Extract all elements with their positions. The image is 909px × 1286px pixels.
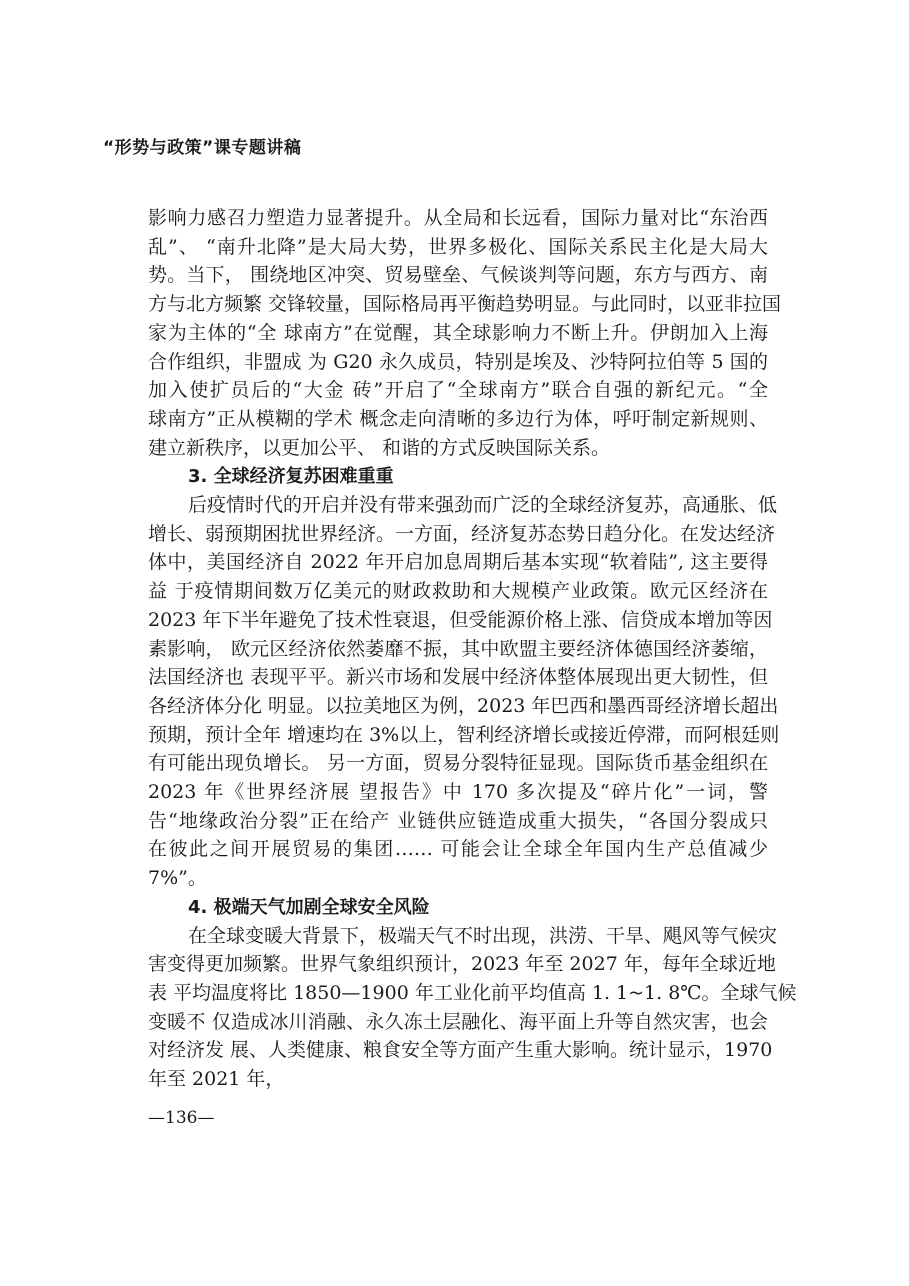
text-line: 2023 年《世界经济展 望报告》中 170 多次提及“碎片化”一词，警 [148, 781, 768, 803]
text-line: 建立新秩序，以更加公平、 和谐的方式反映国际关系。 [148, 436, 611, 459]
page-number: —136— [148, 1108, 215, 1128]
text-line: 素影响， 欧元区经济依然萎靡不振，其中欧盟主要经济体德国经济萎缩， [148, 637, 768, 660]
text-line: 有可能出现负增长。 另一方面，贸易分裂特征显现。国际货币基金组织在 [148, 752, 768, 775]
text-line: 变暖不 仅造成冰川消融、永久冻土层融化、海平面上升等自然灾害，也会 [148, 1010, 768, 1033]
section-heading: 4. 极端天气加剧全球安全风险 [188, 896, 430, 918]
text-line: 影响力感召力塑造力显著提升。从全局和长远看，国际力量对比“东治西 [148, 207, 768, 229]
text-line: 方与北方频繁 交锋较量，国际格局再平衡趋势明显。与此同时，以亚非拉国 [148, 293, 782, 316]
running-header: “形势与政策”课专题讲稿 [103, 138, 302, 158]
text-line: 体中，美国经济自 2022 年开启加息周期后基本实现“软着陆”, 这主要得 [148, 551, 768, 574]
text-line: 告“地缘政治分裂”正在给产 业链供应链造成重大损失，“各国分裂成只 [148, 809, 768, 832]
text-line: 增长、弱预期困扰世界经济。一方面，经济复苏态势日趋分化。在发达经济 [148, 522, 776, 545]
text-line: 7%”。 [148, 867, 207, 890]
text-line: 预期，预计全年 增速均在 3%以上，智利经济增长或接近停滞，而阿根廷则 [148, 723, 780, 746]
text-line: 后疫情时代的开启并没有带来强劲而广泛的全球经济复苏，高通胀、低 [188, 494, 778, 516]
text-line: 球南方”正从模糊的学术 概念走向清晰的多边行为体，呼吁制定新规则、 [148, 407, 768, 430]
text-line: 合作组织，非盟成 为 G20 永久成员，特别是埃及、沙特阿拉伯等 5 国的 [148, 350, 768, 373]
text-line: 势。当下， 围绕地区冲突、贸易壁垒、气候谈判等问题，东方与西方、南 [148, 264, 768, 287]
section-heading: 3. 全球经济复苏困难重重 [188, 466, 394, 488]
text-line: 在彼此之间开展贸易的集团…… 可能会让全球全年国内生产总值减少 [148, 838, 768, 861]
text-line: 在全球变暖大背景下，极端天气不时出现，洪涝、干旱、飓风等气候灾 [188, 924, 778, 947]
text-line: 对经济发 展、人类健康、粮食安全等方面产生重大影响。统计显示，1970 [148, 1039, 773, 1062]
text-line: 益 于疫情期间数万亿美元的财政救助和大规模产业政策。欧元区经济在 [148, 580, 768, 603]
text-line: 害变得更加频繁。世界气象组织预计，2023 年至 2027 年，每年全球近地 [148, 953, 776, 976]
text-line: 家为主体的“全 球南方”在觉醒，其全球影响力不断上升。伊朗加入上海 [148, 321, 768, 344]
text-line: 年至 2021 年， [148, 1068, 285, 1090]
text-line: 表 平均温度将比 1850—1900 年工业化前平均值高 1. 1~1. 8℃。全球气候 [148, 981, 797, 1004]
text-line: 法国经济也 表现平平。新兴市场和发展中经济体整体展现出更大韧性，但 [148, 666, 768, 689]
text-line: 加入使扩员后的“大金 砖”开启了“全球南方”联合自强的新纪元。“全 [148, 379, 768, 402]
text-line: 各经济体分化 明显。以拉美地区为例，2023 年巴西和墨西哥经济增长超出 [148, 694, 779, 717]
text-line: 乱”、 “南升北降”是大局大势，世界多极化、国际关系民主化是大局大 [148, 235, 768, 258]
text-line: 2023 年下半年避免了技术性衰退，但受能源价格上涨、信贷成本增加等因 [148, 608, 773, 631]
